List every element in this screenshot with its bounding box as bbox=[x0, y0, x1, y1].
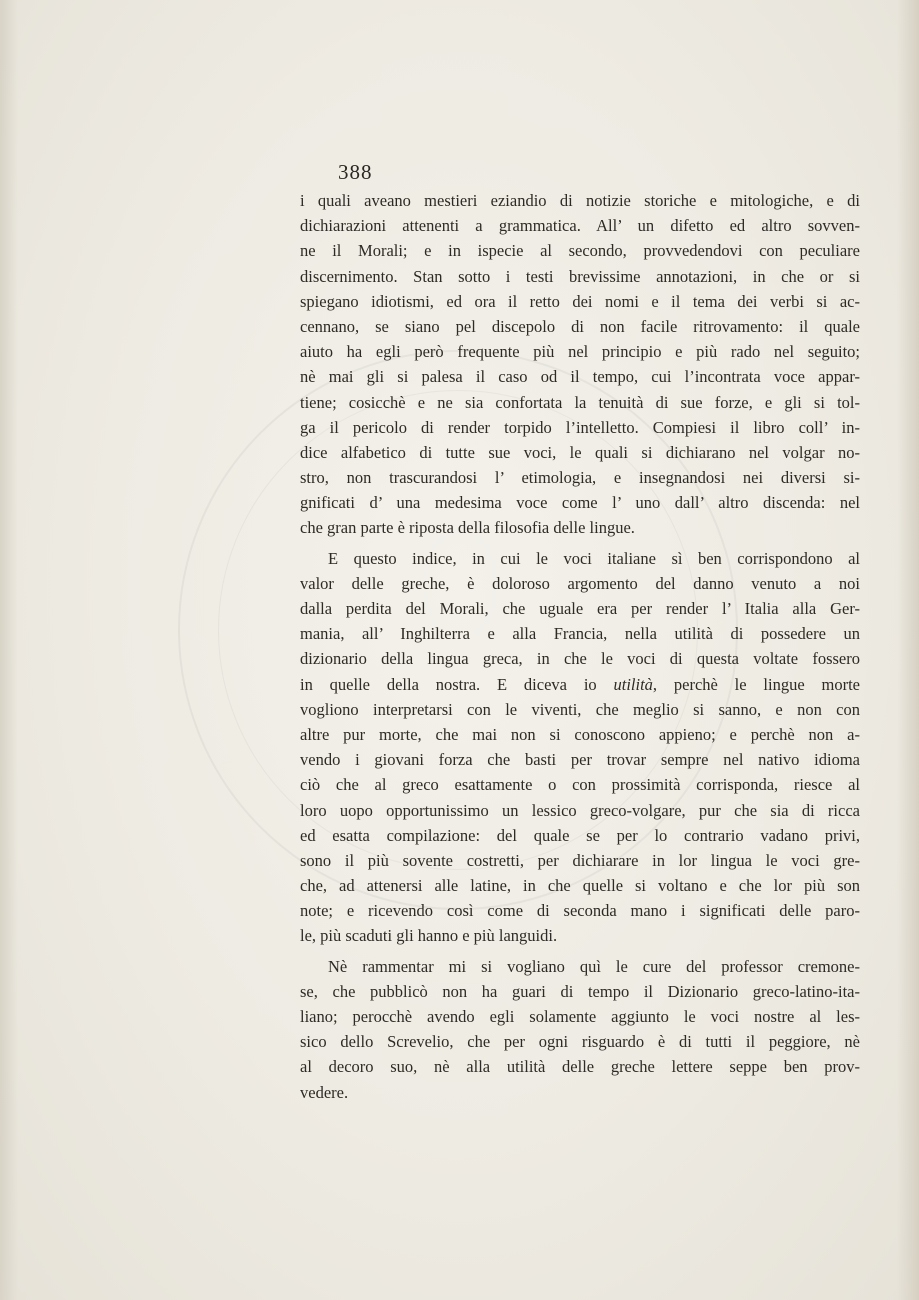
text-line: i quali aveano mestieri eziandio di notizie storiche e mitologiche, e di bbox=[300, 191, 860, 210]
text-line: ed esatta compilazione: del quale se per lo contrario vadano privi, bbox=[300, 825, 860, 845]
text-line: aiuto ha egli però frequente più nel principio e più rado nel seguito; bbox=[300, 342, 860, 362]
text-line: spiegano idiotismi, ed ora il retto dei nomi e il tema dei verbi si ac- bbox=[300, 291, 860, 311]
text-line: vedere. bbox=[300, 1082, 349, 1102]
text-line: che, ad attenersi alle latine, in che quelle si voltano e che lor più son bbox=[300, 876, 860, 896]
text-line: ne il Morali; e in ispecie al secondo, provvedendovi con peculiare bbox=[300, 241, 860, 261]
text-line: vogliono interpretarsi con le viventi, che meglio si sanno, e non con bbox=[300, 699, 860, 719]
body-text bbox=[300, 188, 860, 1105]
text-line: note; e ricevendo così come di seconda mano i significati delle paro- bbox=[300, 901, 860, 921]
paragraph-3 bbox=[300, 954, 860, 1105]
text-line: dizionario della lingua greca, in che le voci di questa voltate fossero bbox=[300, 649, 860, 669]
italic-word: utilità bbox=[613, 674, 653, 694]
text-line: E questo indice, in cui le voci italiane sì ben corrispondono al bbox=[328, 548, 860, 568]
text-line: dichiarazioni attenenti a grammatica. All’ un difetto ed altro sovven- bbox=[300, 216, 860, 236]
text-line: vendo i giovani forza che basti per trovar sempre nel nativo idioma bbox=[300, 750, 860, 770]
text-line: al decoro suo, nè alla utilità delle greche lettere seppe ben prov- bbox=[300, 1057, 860, 1077]
text-line: dalla perdita del Morali, che uguale era per render l’ Italia alla Ger- bbox=[300, 599, 860, 618]
text-line: liano; perocchè avendo egli solamente aggiunto le voci nostre al les- bbox=[300, 1007, 860, 1026]
text-line: dice alfabetico di tutte sue voci, le quali si dichiarano nel volgar no- bbox=[300, 442, 860, 462]
text-line: ga il pericolo di render torpido l’intelletto. Compiesi il libro coll’ in- bbox=[300, 417, 860, 437]
text-line: valor delle greche, è doloroso argomento del danno venuto a noi bbox=[300, 573, 860, 593]
text-line: stro, non trascurandosi l’ etimologia, e insegnandosi nei diversi si- bbox=[300, 468, 860, 488]
text-line: loro uopo opportunissimo un lessico greco-volgare, pur che sia di ricca bbox=[300, 800, 860, 820]
paragraph-1 bbox=[300, 188, 860, 541]
text-line: ciò che al greco esattamente o con prossimità corrisponda, riesce al bbox=[300, 775, 860, 795]
text-line: cennano, se siano pel discepolo di non facile ritrovamento: il quale bbox=[300, 316, 860, 336]
text-line: sono il più sovente costretti, per dichiarare in lor lingua le voci gre- bbox=[300, 850, 860, 870]
text-line: tiene; cosicchè e ne sia confortata la tenuità di sue forze, e gli si tol- bbox=[300, 392, 860, 412]
page-edge-left bbox=[0, 0, 18, 1300]
text-line: nè mai gli si palesa il caso od il tempo, cui l’incontrata voce appar- bbox=[300, 367, 860, 387]
page-number: 388 bbox=[338, 160, 373, 184]
text-line: Nè rammentar mi si vogliano quì le cure del professor cremone- bbox=[328, 956, 860, 976]
text-line: le, più scaduti gli hanno e più languidi. bbox=[300, 926, 558, 946]
text-line: che gran parte è riposta della filosofia delle lingue. bbox=[300, 518, 635, 538]
text-line-with-italic bbox=[300, 672, 860, 697]
page-edge-right bbox=[897, 0, 919, 1300]
text-line: mania, all’ Inghilterra e alla Francia, nella utilità di possedere un bbox=[300, 624, 860, 644]
text-span: , perchè le lingue morte bbox=[652, 674, 860, 694]
text-span: in quelle della nostra. E diceva io bbox=[300, 674, 614, 694]
text-line: se, che pubblicò non ha guari di tempo il Dizionario greco-latino-ita- bbox=[300, 981, 860, 1001]
text-line: gnificati d’ una medesima voce come l’ uno dall’ altro discenda: nel bbox=[300, 493, 860, 513]
text-line: discernimento. Stan sotto i testi brevissime annotazioni, in che or si bbox=[300, 266, 860, 286]
text-line: sico dello Screvelio, che per ogni risguardo è di tutti il peggiore, nè bbox=[300, 1032, 860, 1052]
text-line: altre pur morte, che mai non si conoscono appieno; e perchè non a- bbox=[300, 724, 860, 744]
paragraph-2 bbox=[300, 546, 860, 949]
